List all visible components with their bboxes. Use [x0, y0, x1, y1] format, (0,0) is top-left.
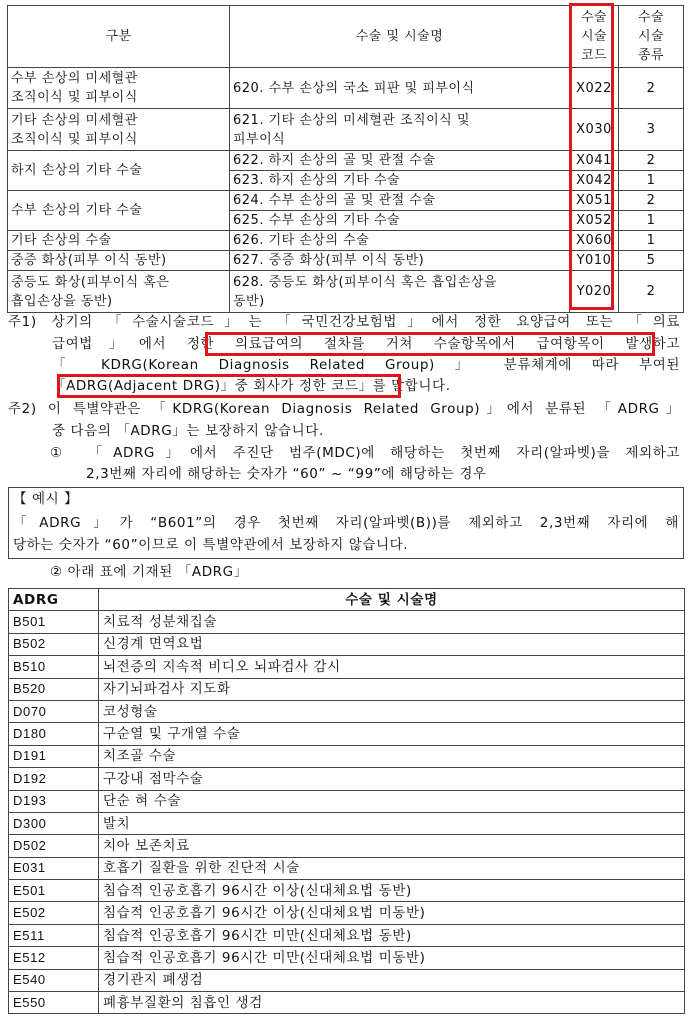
adrg-code-cell: E550: [9, 992, 99, 1014]
procedure-name-cell: 호흡기 질환을 위한 진단적 시술: [99, 857, 685, 879]
code-cell: Y010: [570, 251, 619, 271]
table-row: [9, 992, 685, 1014]
code-cell: X022: [570, 68, 619, 109]
procedure-name-cell: 침습적 인공호흡기 96시간 미만(신대체요법 미동반): [99, 947, 685, 969]
procedure-name-cell: 신경계 면역요법: [99, 633, 685, 655]
kind-cell: 2: [619, 68, 684, 109]
header-code: 수술 시술 코드: [570, 6, 619, 68]
procedure-name-cell: 구강내 점막수술: [99, 768, 685, 790]
table-row: [9, 969, 685, 991]
header-category: 구분: [8, 6, 230, 68]
adrg-code-cell: E540: [9, 969, 99, 991]
category-cell: 기타 손상의 수술: [8, 231, 230, 251]
category-cell: 수부 손상의 미세혈관 조직이식 및 피부이식: [8, 68, 230, 109]
adrg-code-cell: D193: [9, 790, 99, 812]
code-cell: X030: [570, 109, 619, 151]
table-row: [9, 812, 685, 834]
adrg-code-cell: B510: [9, 656, 99, 678]
category-cell: 중증 화상(피부 이식 동반): [8, 251, 230, 271]
adrg-code-cell: D191: [9, 745, 99, 767]
table-row: [9, 924, 685, 946]
table-row: [8, 151, 684, 171]
table-row: [8, 191, 684, 211]
category-cell: 기타 손상의 미세혈관 조직이식 및 피부이식: [8, 109, 230, 151]
name-cell: 627. 중증 화상(피부 이식 동반): [230, 251, 570, 271]
kind-cell: 2: [619, 191, 684, 211]
name-cell: 628. 중등도 화상(피부이식 혹은 흡입손상을 동반): [230, 271, 570, 313]
kind-cell: 1: [619, 211, 684, 231]
note2-line2: 중 다음의 「ADRG」는 보장하지 않습니다.: [52, 423, 324, 439]
kind-cell: 5: [619, 251, 684, 271]
procedure-name-cell: 침습적 인공호흡기 96시간 미만(신대체요법 동반): [99, 924, 685, 946]
table-row: [8, 271, 684, 313]
table-row: [8, 109, 684, 151]
note1-line3: 「 KDRG(Korean Diagnosis Related Group) 」 분류체계에 따라 부여된: [52, 357, 680, 373]
procedure-name-cell: 치조골 수술: [99, 745, 685, 767]
note1-line4: 「ADRG(Adjacent DRG)」중 회사가 정한 코드」를 말합니다.: [52, 378, 451, 394]
name-cell: 623. 하지 손상의 기타 수술: [230, 171, 570, 191]
procedure-name-cell: 구순열 및 구개열 수술: [99, 723, 685, 745]
name-cell: 625. 수부 손상의 기타 수술: [230, 211, 570, 231]
item2: ② 아래 표에 기재된 「ADRG」: [50, 564, 248, 580]
adrg-code-cell: D502: [9, 835, 99, 857]
kind-cell: 1: [619, 171, 684, 191]
table-row: [9, 656, 685, 678]
category-cell: 수부 손상의 기타 수술: [8, 191, 230, 231]
procedure-name-cell: 폐흉부질환의 침흡인 생검: [99, 992, 685, 1014]
adrg-code-cell: E512: [9, 947, 99, 969]
table-row: [9, 857, 685, 879]
procedure-name-cell: 자기뇌파검사 지도화: [99, 678, 685, 700]
note1-line2: 급여법」에서 정한 의료급여의 절차를 거쳐 수술항목에서 급여항목이 발생하고: [52, 336, 680, 352]
table-row: [9, 745, 685, 767]
table-row: [9, 768, 685, 790]
name-cell: 622. 하지 손상의 골 및 관절 수술: [230, 151, 570, 171]
kind-cell: 1: [619, 231, 684, 251]
example-title: 【 예시 】: [13, 491, 79, 507]
adrg-table: [8, 588, 685, 1014]
procedure-name-cell: 코성형술: [99, 700, 685, 722]
name-cell: 626. 기타 손상의 수술: [230, 231, 570, 251]
example-box: [8, 487, 684, 559]
code-cell: X051: [570, 191, 619, 211]
header-name: 수술 및 시술명: [230, 6, 570, 68]
adrg-table-body: [9, 611, 685, 1014]
table-row: [9, 633, 685, 655]
code-cell: X060: [570, 231, 619, 251]
table-row: [8, 68, 684, 109]
adrg-code-cell: E501: [9, 880, 99, 902]
adrg-code-cell: D300: [9, 812, 99, 834]
procedure-name-cell: 단순 혀 수술: [99, 790, 685, 812]
name-cell: 620. 수부 손상의 국소 피판 및 피부이식: [230, 68, 570, 109]
example-line1: 「ADRG」가 “B601”의 경우 첫번째 자리(알파벳(B))를 제외하고 2,3번째 자리에 해: [13, 515, 679, 531]
note1-line1: 주1) 상기의 「수술시술코드」는 「국민건강보험법」에서 정한 요양급여 또는 「의료: [8, 314, 680, 330]
kind-cell: 3: [619, 109, 684, 151]
kind-cell: 2: [619, 271, 684, 313]
adrg-code-cell: D180: [9, 723, 99, 745]
category-cell: 하지 손상의 기타 수술: [8, 151, 230, 191]
table-row: [9, 723, 685, 745]
code-cell: Y020: [570, 271, 619, 313]
adrg-code-cell: D192: [9, 768, 99, 790]
code-cell: X041: [570, 151, 619, 171]
surgery-code-table: [7, 5, 684, 313]
procedure-name-cell: 침습적 인공호흡기 96시간 이상(신대체요법 동반): [99, 880, 685, 902]
item1-line1: ① 「ADRG」에서 주진단 범주(MDC)에 해당하는 첫번째 자리(알파벳)을 제외하고: [50, 445, 680, 461]
example-line2: 당하는 숫자가 “60”이므로 이 특별약관에서 보장하지 않습니다.: [13, 537, 409, 553]
table-row: [9, 835, 685, 857]
header-procedure: 수술 및 시술명: [99, 589, 685, 611]
adrg-code-cell: E511: [9, 924, 99, 946]
category-cell: 중등도 화상(피부이식 혹은 흡입손상을 동반): [8, 271, 230, 313]
name-cell: 621. 기타 손상의 미세혈관 조직이식 및 피부이식: [230, 109, 570, 151]
procedure-name-cell: 경기관지 폐생검: [99, 969, 685, 991]
procedure-name-cell: 치료적 성분채집술: [99, 611, 685, 633]
table-row: [8, 231, 684, 251]
header-adrg: ADRG: [9, 589, 99, 611]
header-type: 수술 시술 종류: [619, 6, 684, 68]
table-row: [9, 678, 685, 700]
table-row: [9, 947, 685, 969]
code-cell: X052: [570, 211, 619, 231]
code-cell: X042: [570, 171, 619, 191]
table-row: [9, 700, 685, 722]
procedure-name-cell: 치아 보존치료: [99, 835, 685, 857]
adrg-code-cell: B501: [9, 611, 99, 633]
item1-line2: 2,3번째 자리에 해당하는 숫자가 “60” ~ “99”에 해당하는 경우: [86, 466, 487, 482]
procedure-name-cell: 뇌전증의 지속적 비디오 뇌파검사 감시: [99, 656, 685, 678]
procedure-name-cell: 발치: [99, 812, 685, 834]
table-row: [9, 790, 685, 812]
kind-cell: 2: [619, 151, 684, 171]
adrg-code-cell: B520: [9, 678, 99, 700]
procedure-name-cell: 침습적 인공호흡기 96시간 이상(신대체요법 미동반): [99, 902, 685, 924]
adrg-code-cell: E502: [9, 902, 99, 924]
note2-line1: 주2) 이 특별약관은 「KDRG(Korean Diagnosis Related Group)」에서 분류된 「ADRG」: [8, 401, 680, 417]
name-cell: 624. 수부 손상의 골 및 관절 수술: [230, 191, 570, 211]
adrg-code-cell: E031: [9, 857, 99, 879]
table-row: [9, 880, 685, 902]
table-row: [9, 902, 685, 924]
adrg-code-cell: B502: [9, 633, 99, 655]
adrg-code-cell: D070: [9, 700, 99, 722]
table-row: [8, 251, 684, 271]
table-row: [9, 611, 685, 633]
